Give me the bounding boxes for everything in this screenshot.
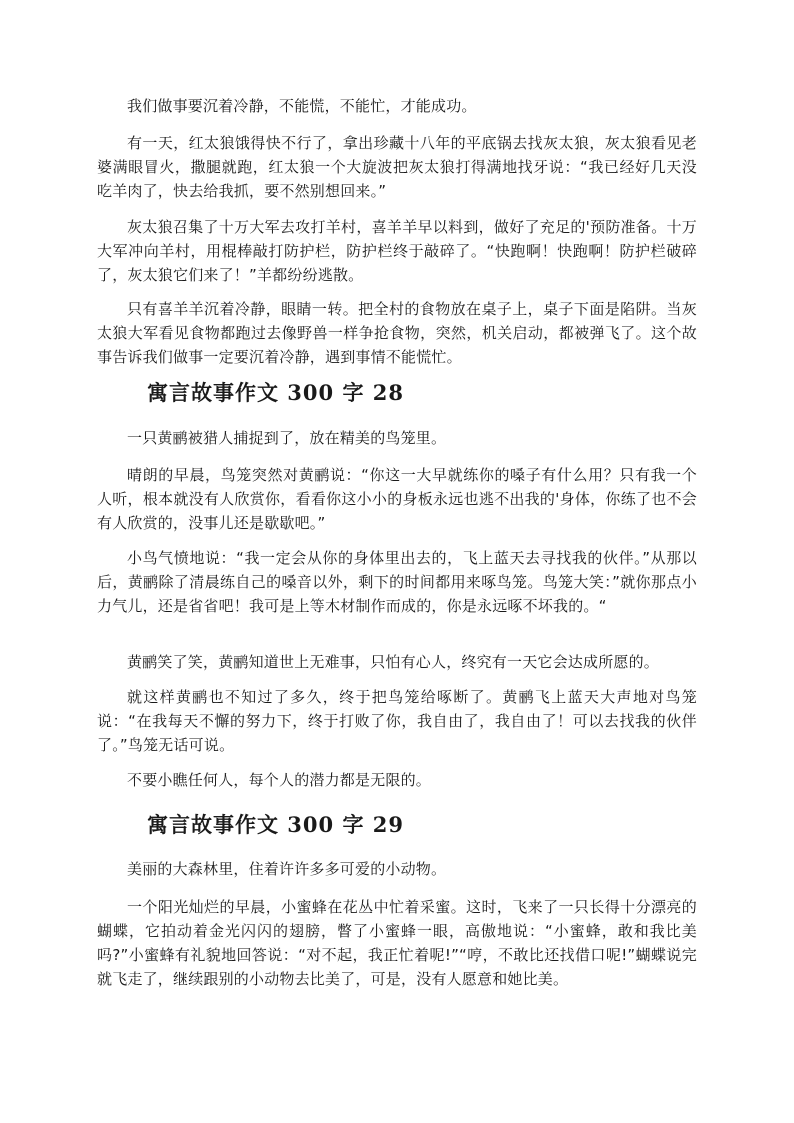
paragraph: 小鸟气愤地说：“我一定会从你的身体里出去的，飞上蓝天去寻找我的伙伴。”从那以后，黄鹂除了清晨练自己的嗓音以外，剩下的时间都用来啄鸟笼。鸟笼大笑：”就你那点小力气儿，还是省省吧！我可是上等木材制作而成的，你是永远啄不坏我的。“ [97,549,697,615]
paragraph: 美丽的大森林里，住着许许多多可爱的小动物。 [127,860,447,878]
paragraph: 一个阳光灿烂的早晨，小蜜蜂在花丛中忙着采蜜。这时，飞来了一只长得十分漂亮的蝴蝶，它拍动着金光闪闪的翅膀，瞥了小蜜蜂一眼，高傲地说：“小蜜蜂，敢和我比美吗?”小蜜蜂有礼貌地回答说：“对不起，我正忙着呢!”“哼，不敢比还找借口呢!”蝴蝶说完就飞走了，继续跟别的小动物去比美了，可是，没有人愿意和她比美。 [97,898,697,988]
paragraph: 黄鹂笑了笑，黄鹂知道世上无难事，只怕有心人，终究有一天它会达成所愿的。 [127,653,660,671]
paragraph: 不要小瞧任何人，每个人的潜力都是无限的。 [127,771,432,789]
paragraph: 灰太狼召集了十万大军去攻打羊村，喜羊羊早以料到，做好了充足的'预防准备。十万大军冲向羊村，用棍棒敲打防护栏，防护栏终于敲碎了。“快跑啊！快跑啊！防护栏破碎了，灰太狼它们来了！”羊都纷纷逃散。 [97,218,697,284]
paragraph: 晴朗的早晨，鸟笼突然对黄鹂说：“你这一大早就练你的嗓子有什么用？只有我一个人听，根本就没有人欣赏你，看看你这小小的身板永远也逃不出我的'身体，你练了也不会有人欣赏的，没事儿还是歇歇吧。” [97,466,697,532]
paragraph: 就这样黄鹂也不知过了多久，终于把鸟笼给啄断了。黄鹂飞上蓝天大声地对鸟笼说：“在我每天不懈的努力下，终于打败了你，我自由了，我自由了！可以去找我的伙伴了。”鸟笼无话可说。 [97,688,697,754]
paragraph: 我们做事要沉着冷静，不能慌，不能忙，才能成功。 [127,97,477,115]
section-heading: 寓言故事作文 300 字 28 [147,380,404,405]
section-heading: 寓言故事作文 300 字 29 [147,812,404,837]
paragraph: 一只黄鹂被猎人捕捉到了，放在精美的鸟笼里。 [127,429,447,447]
paragraph: 只有喜羊羊沉着冷静，眼睛一转。把全村的食物放在桌子上，桌子下面是陷阱。当灰太狼大军看见食物都跑过去像野兽一样争抢食物，突然，机关启动，都被弹飞了。这个故事告诉我们做事一定要沉着冷静，遇到事情不能慌忙。 [97,300,697,366]
paragraph: 有一天，红太狼饿得快不行了，拿出珍藏十八年的平底锅去找灰太狼，灰太狼看见老婆满眼冒火，撒腿就跑，红太狼一个大旋波把灰太狼打得满地找牙说：“我已经好几天没吃羊肉了，快去给我抓，要不然别想回来。” [97,134,697,200]
